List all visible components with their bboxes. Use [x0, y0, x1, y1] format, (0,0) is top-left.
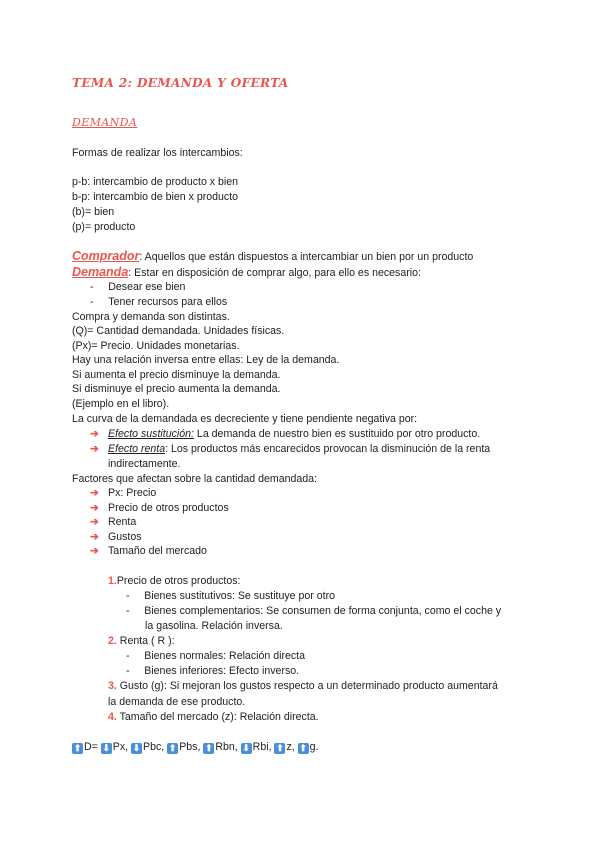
list-item: - Desear ese bien — [90, 281, 186, 293]
arrow-down-icon: ⬇ — [242, 743, 250, 753]
text-line: (b)= bien — [72, 206, 115, 218]
arrow-icon: ➔ — [90, 428, 99, 440]
arrow-up-icon: ⬆ — [205, 743, 213, 753]
text-line: Si disminuye el precio aumenta la demanda. — [72, 383, 281, 395]
list-item: ➔ Efecto sustitución: La demanda de nuestro bien es sustituido por otro producto. — [90, 428, 481, 440]
list-item: - Bienes normales: Relación directa — [126, 650, 306, 662]
text-line: p-b: intercambio de producto x bien — [72, 176, 239, 188]
list-item: - Tener recursos para ellos — [90, 296, 228, 308]
term-comprador: Comprador — [72, 249, 140, 263]
list-item: - Bienes inferiores: Efecto inverso. — [126, 665, 300, 677]
text-line: La curva de la demandada es decreciente y tiene pendiente negativa por: — [72, 413, 418, 425]
arrow-icon: ➔ — [90, 545, 99, 557]
arrow-icon: ➔ — [90, 516, 99, 528]
section-subtitle: DEMANDA — [72, 116, 138, 129]
arrow-up-icon: ⬆ — [168, 743, 177, 753]
text-line: (p)= producto — [72, 221, 136, 233]
text-line: (Px)= Precio. Unidades monetarias. — [72, 340, 240, 352]
numbered-item: 1.Precio de otros productos: — [108, 575, 241, 587]
text-line: b-p: intercambio de bien x producto — [72, 191, 239, 203]
text-line: (Ejemplo en el libro). — [72, 398, 170, 410]
list-item: - Bienes complementarios: Se consumen de forma conjunta, como el coche y — [126, 605, 502, 617]
list-item: ➔ Renta — [90, 516, 137, 528]
numbered-item: 4. Tamaño del mercado (z): Relación directa. — [108, 711, 319, 723]
arrow-up-icon: ⬆ — [299, 743, 307, 753]
arrow-icon: ➔ — [90, 487, 99, 499]
text-line: (Q)= Cantidad demandada. Unidades físicas. — [72, 325, 285, 337]
list-item: ➔ Gustos — [90, 531, 142, 543]
list-item: - Bienes sustitutivos: Se sustituye por otro — [126, 590, 336, 602]
term-demanda: Demanda — [72, 265, 129, 279]
arrow-down-icon: ⬇ — [102, 743, 111, 753]
text-line: Compra y demanda son distintas. — [72, 311, 230, 323]
text-line: indirectamente. — [108, 458, 181, 470]
arrow-down-icon: ⬇ — [132, 743, 141, 753]
arrow-icon: ➔ — [90, 531, 99, 543]
page-title: TEMA 2: DEMANDA Y OFERTA — [72, 76, 289, 90]
text-line: Hay una relación inversa entre ellas: Ley de la demanda. — [72, 354, 340, 366]
arrow-up-icon: ⬆ — [276, 743, 284, 753]
definition-comprador: Comprador: Aquellos que están dispuestos a intercambiar un bien por un producto — [72, 249, 474, 263]
text-line: la demanda de ese producto. — [108, 696, 246, 708]
list-item: ➔ Px: Precio — [90, 487, 157, 499]
text-line: Factores que afectan sobre la cantidad demandada: — [72, 473, 317, 485]
text-line: Formas de realizar los intercambios: — [72, 147, 243, 159]
list-item: ➔ Tamaño del mercado — [90, 545, 207, 557]
list-item: ➔ Efecto renta: Los productos más encarecidos provocan la disminución de la renta — [90, 443, 491, 455]
text-line: la gasolina. Relación inversa. — [145, 620, 283, 632]
list-item: ➔ Precio de otros productos — [90, 502, 229, 514]
arrow-icon: ➔ — [90, 443, 99, 455]
definition-demanda: Demanda: Estar en disposición de comprar algo, para ello es necesario: — [72, 265, 421, 279]
numbered-item: 2. Renta ( R ): — [108, 635, 175, 647]
text-line: Si aumenta el precio disminuye la demanda. — [72, 369, 281, 381]
arrow-icon: ➔ — [90, 502, 99, 514]
formula-line: ⬆ D= ⬇ Px, ⬇ Pbc, ⬆ Pbs, ⬆ Rbn, ⬇ Rbi, ⬆ z, ⬆ g. — [73, 741, 319, 753]
arrow-up-icon: ⬆ — [73, 743, 82, 753]
numbered-item: 3. Gusto (g): Si mejoran los gustos respecto a un determinado producto aumentará — [108, 680, 498, 692]
